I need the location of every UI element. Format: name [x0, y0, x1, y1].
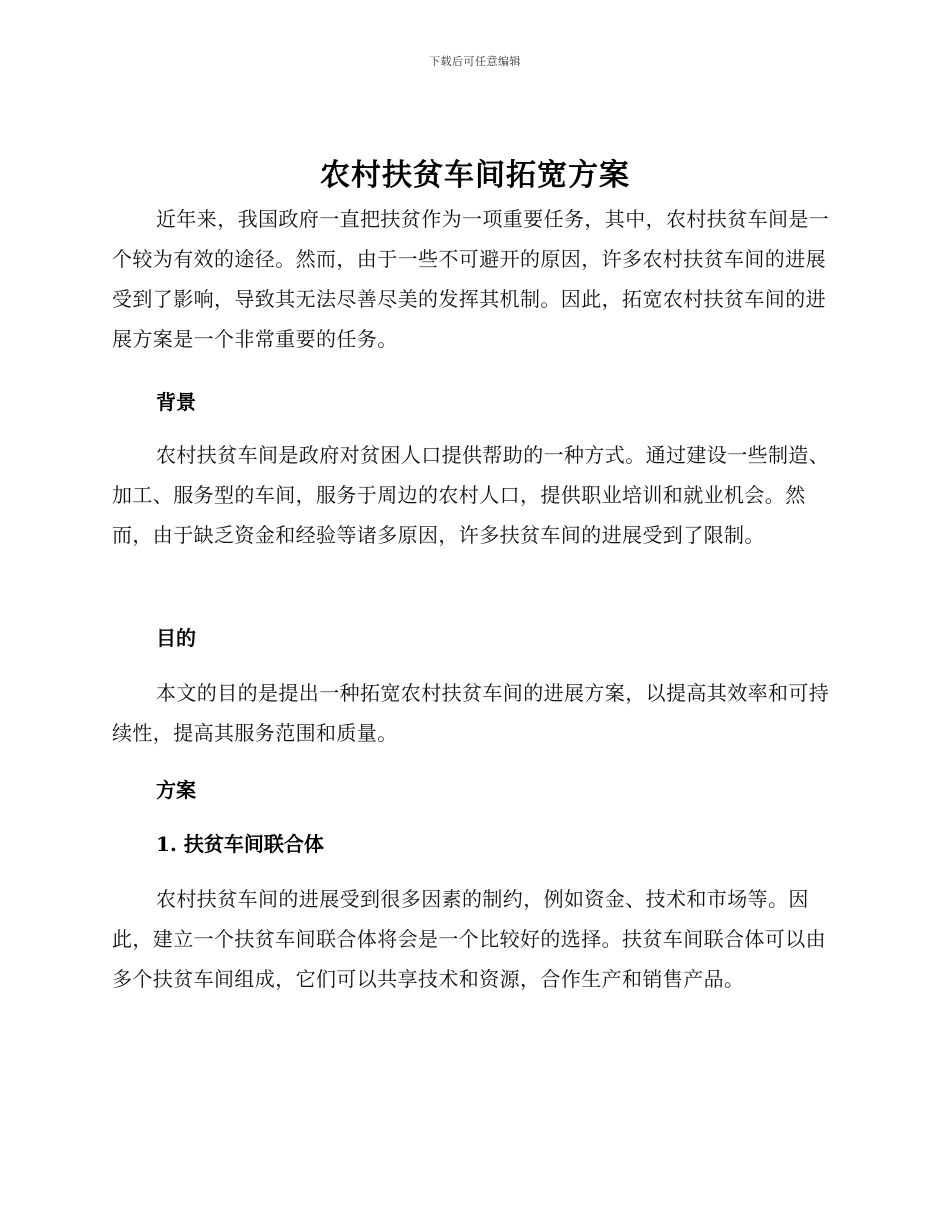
purpose-paragraph: 本文的目的是提出一种拓宽农村扶贫车间的进展方案，以提高其效率和可持续性，提高其服务范围和质量。: [112, 681, 830, 745]
section-heading-plan: 方案: [156, 778, 196, 802]
alliance-paragraph: 农村扶贫车间的进展受到很多因素的制约，例如资金、技术和市场等。因此，建立一个扶贫车间联合体将会是一个比较好的选择。扶贫车间联合体可以由多个扶贫车间组成，它们可以共享技术和资源，合作生产和销售产品。: [112, 887, 826, 991]
document-title: 农村扶贫车间拓宽方案: [320, 158, 630, 193]
section-heading-purpose: 目的: [156, 626, 196, 650]
background-paragraph: 农村扶贫车间是政府对贫困人口提供帮助的一种方式。通过建设一些制造、加工、服务型的车间，服务于周边的农村人口，提供职业培训和就业机会。然而，由于缺乏资金和经验等诸多原因，许多扶贫车间的进展受到了限制。: [112, 443, 830, 547]
section-heading-background: 背景: [156, 390, 196, 414]
header-note: 下载后可任意编辑: [429, 55, 521, 68]
intro-paragraph: 近年来，我国政府一直把扶贫作为一项重要任务，其中，农村扶贫车间是一个较为有效的途径。然而，由于一些不可避开的原因，许多农村扶贫车间的进展受到了影响，导致其无法尽善尽美的发挥其机制。因此，拓宽农村扶贫车间的进展方案是一个非常重要的任务。: [112, 207, 830, 351]
subsection-heading-alliance: 1. 扶贫车间联合体: [156, 832, 324, 856]
